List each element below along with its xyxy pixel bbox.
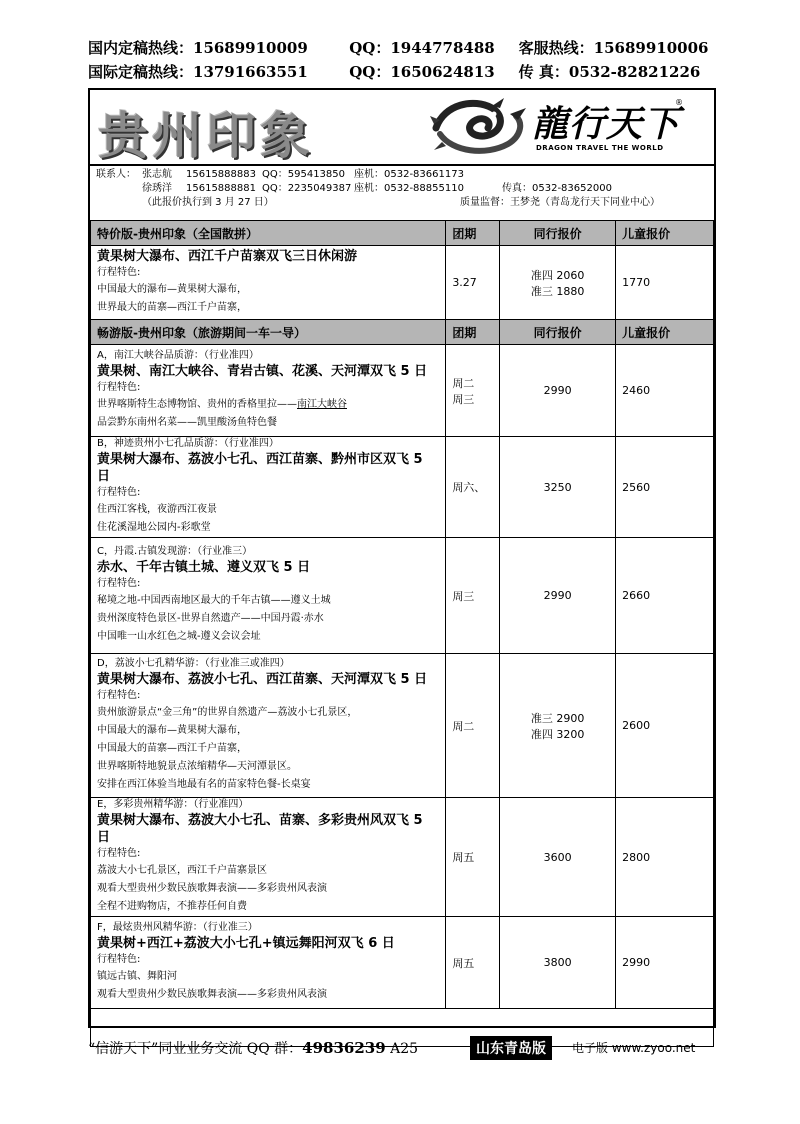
tour-feature-item: 中国最大的瀑布—黄果树大瀑布， (97, 725, 247, 736)
dragon-logo-icon (430, 94, 530, 160)
banner-title: 贵州印象 (98, 107, 314, 165)
footer-qq-label: “信游天下”同业业务交流 QQ 群： (88, 1041, 303, 1057)
tour-date: 周三 (446, 538, 500, 654)
tour-feature-label: 行程特色: (97, 382, 141, 393)
section-name: 特价版-贵州印象（全国散拼） (91, 221, 446, 246)
column-date: 团期 (446, 320, 500, 345)
tour-title: 黄果树大瀑布、荔波大小七孔、苗寨、多彩贵州风双飞 5 日 (97, 813, 423, 845)
international-qq: QQ：1650624813 (349, 63, 495, 81)
contact-name-1: 张志航 (142, 169, 172, 180)
contact-phone-1: 15615888883 (186, 169, 256, 180)
tour-feature-item: 住花溪湿地公园内-彩歌堂 (97, 522, 211, 533)
footer-page-number: A25 (390, 1041, 419, 1057)
tour-date: 3.27 (446, 246, 500, 320)
tour-description (91, 917, 446, 1009)
tour-feature-item: 贵州旅游景点“金三角”的世界自然遗产—荔波小七孔景区， (97, 707, 358, 718)
tour-description (91, 437, 446, 538)
column-child-price: 儿童报价 (616, 320, 714, 345)
tour-child-price: 2460 (616, 345, 714, 437)
section-name: 畅游版-贵州印象（旅游期间一车一导） (91, 320, 446, 345)
tour-feature-item: 世界喀斯特地貌景点浓缩精华—天河潭景区。 (97, 761, 297, 772)
footer-qq-number: 49836239 (302, 1039, 386, 1057)
tour-price-line: 准三 2900 (530, 711, 585, 725)
tour-date: 周六、 (446, 437, 500, 538)
column-price: 同行报价 (500, 221, 616, 246)
fax-number: 传 真：0532-82821226 (518, 63, 701, 81)
tour-title: 黄果树、南江大峡谷、青岩古镇、花溪、天河潭双飞 5 日 (97, 364, 428, 379)
tour-child-price: 1770 (616, 246, 714, 320)
tour-feature-item: 中国最大的瀑布—黄果树大瀑布， (97, 284, 247, 295)
column-child-price: 儿童报价 (616, 221, 714, 246)
tour-feature-item: 中国最大的苗寨—西江千户苗寨， (97, 743, 247, 754)
tour-title: 黄果树大瀑布、荔波小七孔、西江苗寨、黔州市区双飞 5 日 (97, 452, 423, 484)
tour-date: 周五 (446, 798, 500, 917)
column-date: 团期 (446, 221, 500, 246)
tour-child-price: 2800 (616, 798, 714, 917)
tour-feature-item: 世界喀斯特生态博物馆、贵州的香格里拉——南江大峡谷 (97, 399, 347, 410)
tour-price-line: 准四 2060 (530, 268, 585, 282)
tour-title: 黄果树+西江+荔波大小七孔+镇远舞阳河双飞 6 日 (97, 936, 395, 951)
section-header (91, 320, 714, 345)
tour-price: 2990 (500, 345, 616, 437)
tour-tag: A，南江大峡谷品质游：（行业准四） (97, 350, 259, 361)
tour-feature-label: 行程特色: (97, 848, 141, 859)
tour-date-line: 周三 (452, 392, 475, 406)
contact-label: 联系人： (96, 169, 136, 180)
domestic-hotline: 国内定稿热线：15689910009 (88, 39, 308, 57)
tour-date: 周五 (446, 917, 500, 1009)
tour-child-price: 2600 (616, 654, 714, 798)
tour-feature-label: 行程特色: (97, 267, 141, 278)
contact-qq-2: QQ：2235049387 (262, 183, 352, 194)
tour-feature-item: 世界最大的苗寨—西江千户苗寨， (97, 302, 247, 313)
brand-english: DRAGON TRAVEL THE WORLD (536, 144, 664, 152)
tour-feature-item: 全程不进购物店，不推荐任何自费 (97, 901, 247, 912)
contact-block (90, 166, 714, 220)
tour-row (91, 437, 714, 538)
tour-feature-item: 观看大型贵州少数民族歌舞表演——多彩贵州风表演 (97, 989, 327, 1000)
tour-description (91, 654, 446, 798)
tour-tag: F，最炫贵州风精华游：（行业准三） (97, 922, 258, 933)
tour-date (446, 345, 500, 437)
tour-feature-item: 荔波大小七孔景区，西江千户苗寨景区 (97, 865, 267, 876)
tour-row (91, 538, 714, 654)
tour-price (500, 246, 616, 320)
column-price: 同行报价 (500, 320, 616, 345)
footer-qq-group (88, 1038, 418, 1058)
tour-child-price: 2990 (616, 917, 714, 1009)
tour-tag: C，丹霞.古镇发现游：（行业准三） (97, 546, 253, 557)
banner (90, 90, 714, 166)
section-header (91, 221, 714, 246)
tour-feature-item: 贵州深度特色景区-世界自然遗产——中国丹霞·赤水 (97, 613, 324, 624)
tour-price: 3600 (500, 798, 616, 917)
footer (88, 1036, 716, 1060)
hotline-row-domestic (88, 36, 728, 60)
tour-feature-item: 秘境之地-中国西南地区最大的千年古镇——遵义土城 (97, 595, 331, 606)
tour-feature-label: 行程特色: (97, 954, 141, 965)
brand-name: 龍行天下 (532, 103, 681, 145)
tour-feature-label: 行程特色: (97, 690, 141, 701)
tour-description (91, 798, 446, 917)
tour-feature-item: 住西江客栈，夜游西江夜景 (97, 504, 217, 515)
tour-row (91, 798, 714, 917)
tour-feature-item: 品尝黔东南州名菜——凯里酸汤鱼特色餐 (97, 417, 277, 428)
tour-price: 2990 (500, 538, 616, 654)
tour-price-line: 准三 1880 (530, 284, 585, 298)
tour-feature-label: 行程特色: (97, 487, 141, 498)
tour-feature-item: 镇远古镇、舞阳河 (97, 971, 177, 982)
tour-child-price: 2660 (616, 538, 714, 654)
international-hotline: 国际定稿热线：13791663551 (88, 63, 308, 81)
tour-row (91, 345, 714, 437)
hotline-row-international (88, 60, 728, 84)
tour-title: 黄果树大瀑布、荔波小七孔、西江苗寨、天河潭双飞 5 日 (97, 672, 428, 687)
tour-description (91, 538, 446, 654)
tour-tag: B，神迹贵州小七孔品质游：（行业准四） (97, 438, 279, 449)
contact-landline-1: 座机：0532-83661173 (354, 169, 464, 180)
footer-website[interactable]: 电子版 www.zyoo.net (572, 1041, 696, 1055)
quality-supervisor: 质量监督：王梦尧（青岛龙行天下同业中心） (460, 197, 660, 208)
tour-price: 3250 (500, 437, 616, 538)
tour-row (91, 917, 714, 1009)
contact-landline-2: 座机：0532-88855110 (354, 183, 464, 194)
document-frame (88, 88, 716, 1028)
tour-price (500, 654, 616, 798)
domestic-qq: QQ：1944778488 (349, 39, 495, 57)
edition-tag: 山东青岛版 (470, 1036, 552, 1060)
tour-description (91, 246, 446, 320)
contact-fax: 传真：0532-83652000 (502, 183, 612, 194)
tour-child-price: 2560 (616, 437, 714, 538)
tour-feature-item: 安排在西江体验当地最有名的苗家特色餐-长桌宴 (97, 779, 311, 790)
contact-name-2: 徐琇洋 (142, 183, 172, 194)
tour-feature-item: 观看大型贵州少数民族歌舞表演——多彩贵州风表演 (97, 883, 327, 894)
tour-tag: E，多彩贵州精华游：（行业准四） (97, 799, 249, 810)
price-table (90, 220, 714, 1047)
brand-registered-mark: ® (675, 98, 683, 107)
hotlines (88, 36, 728, 84)
tour-tag: D，荔波小七孔精华游：（行业准三或准四） (97, 658, 290, 669)
tour-price-line: 准四 3200 (530, 727, 585, 741)
tour-feature-item: 中国唯一山水红色之城-遵义会议会址 (97, 631, 261, 642)
tour-price: 3800 (500, 917, 616, 1009)
tour-date: 周二 (446, 654, 500, 798)
tour-description (91, 345, 446, 437)
contact-qq-1: QQ：595413850 (262, 169, 346, 180)
tour-feature-label: 行程特色: (97, 578, 141, 589)
tour-date-line: 周二 (452, 376, 475, 390)
tour-row (91, 246, 714, 320)
price-validity-note: （此报价执行到 3 月 27 日） (142, 197, 274, 208)
contact-phone-2: 15615888881 (186, 183, 256, 194)
service-hotline: 客服热线：15689910006 (518, 39, 709, 57)
tour-title: 赤水、千年古镇土城、遵义双飞 5 日 (97, 560, 311, 575)
tour-title: 黄果树大瀑布、西江千户苗寨双飞三日休闲游 (97, 249, 358, 264)
tour-row (91, 654, 714, 798)
